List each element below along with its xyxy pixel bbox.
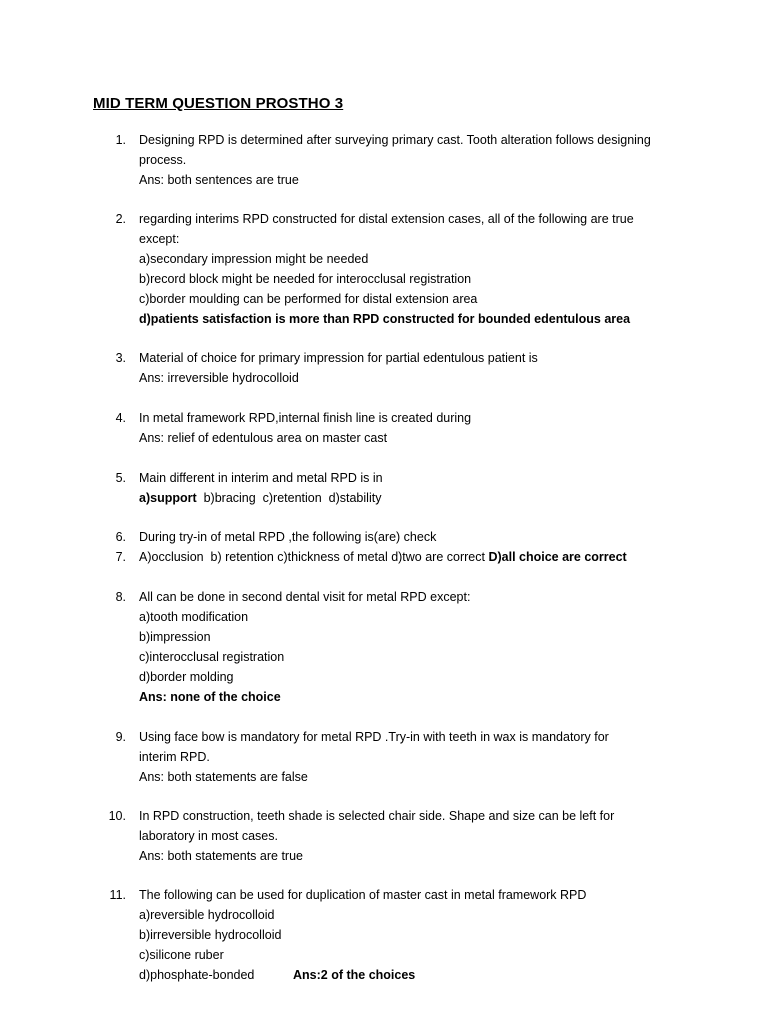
question-text: laboratory in most cases.: [139, 829, 278, 843]
question-number: 1.: [115, 133, 126, 147]
option-d-answer: d)patients satisfaction is more than RPD constructed for bounded edentulous area: [139, 312, 631, 326]
option-c: c)interocclusal registration: [139, 650, 285, 664]
option-b: b)impression: [139, 630, 211, 644]
answer-text: Ans: irreversible hydrocolloid: [139, 371, 299, 385]
question-text: Material of choice for primary impression for partial edentulous patient is: [139, 351, 538, 365]
option-d-answer: D)all choice are correct: [488, 550, 627, 564]
question-text: In RPD construction, teeth shade is selected chair side. Shape and size can be left for: [139, 809, 615, 823]
other-options: b)bracing c)retention d)stability: [196, 491, 382, 505]
question-text: Main different in interim and metal RPD is in: [139, 471, 383, 485]
question-number: 4.: [115, 411, 126, 425]
option-b: b)irreversible hydrocolloid: [139, 928, 282, 942]
question-number: 6.: [115, 530, 126, 544]
option-b: b)record block might be needed for interocclusal registration: [139, 272, 472, 286]
question-stem: All can be done in second dental visit for metal RPD except:: [139, 590, 471, 604]
option-a: a)reversible hydrocolloid: [139, 908, 275, 922]
question-text: The following can be used for duplication of master cast in metal framework RPD: [139, 888, 587, 902]
option-c: c)border moulding can be performed for distal extension area: [139, 292, 478, 306]
question-text: Using face bow is mandatory for metal RPD .Try-in with teeth in wax is mandatory for: [139, 730, 609, 744]
answer-text: Ans: both statements are false: [139, 770, 308, 784]
option-d: d)phosphate-bonded: [139, 968, 255, 982]
options-line: [139, 547, 699, 567]
question-text: [139, 587, 699, 607]
option-a: a)secondary impression might be needed: [139, 252, 369, 266]
other-options: A)occlusion b) retention c)thickness of metal d)two are correct: [139, 550, 489, 564]
question-number: 3.: [115, 351, 126, 365]
question-number: 5.: [115, 471, 126, 485]
answer-text: Ans: relief of edentulous area on master cast: [139, 431, 388, 445]
question-text: During try-in of metal RPD ,the following is(are) check: [139, 530, 437, 544]
question-text: interim RPD.: [139, 750, 210, 764]
answer-text: Ans: both sentences are true: [139, 173, 299, 187]
answer-text: Ans: both statements are true: [139, 849, 303, 863]
question-text: In metal framework RPD,internal finish line is created during: [139, 411, 472, 425]
question-number: 11.: [109, 888, 126, 902]
option-c: c)silicone ruber: [139, 948, 224, 962]
question-number: 8.: [115, 590, 126, 604]
options-line: [139, 488, 699, 508]
question-number: 9.: [115, 730, 126, 744]
question-text: Designing RPD is determined after surveying primary cast. Tooth alteration follows designing: [139, 133, 651, 147]
answer-text: Ans: none of the choice: [139, 690, 281, 704]
option-a-answer: a)support: [139, 491, 197, 505]
question-number: 10.: [108, 809, 126, 823]
answer-text: Ans:2 of the choices: [293, 968, 416, 982]
question-text: regarding interims RPD constructed for distal extension cases, all of the following are true: [139, 212, 634, 226]
question-number: 2.: [115, 212, 126, 226]
option-d: d)border molding: [139, 670, 234, 684]
option-a: a)tooth modification: [139, 610, 249, 624]
question-text: process.: [139, 153, 187, 167]
page-title: MID TERM QUESTION PROSTHO 3: [93, 95, 344, 112]
option-d-line: [139, 965, 699, 985]
question-number: 7.: [115, 550, 126, 564]
question-text: except:: [139, 232, 180, 246]
